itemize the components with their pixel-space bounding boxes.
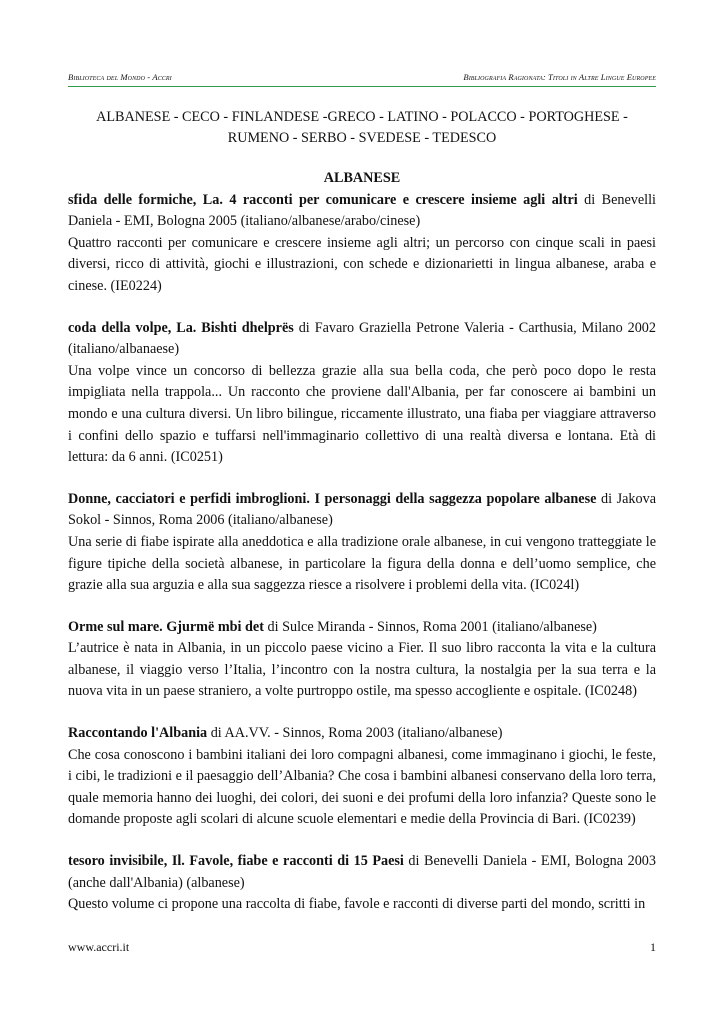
- entry-meta: di Favaro Graziella Petrone Valeria - Carthusia, Milano 2002 (italiano/albanaese): [68, 319, 656, 358]
- running-header: [68, 72, 656, 82]
- bibliography-entry: [68, 489, 656, 597]
- entry-description: Che cosa conoscono i bambini italiani dei loro compagni albanesi, come immaginano i giochi, le feste, i cibi, le tradizioni e il paesaggio dell’Albania? Che cosa i bambini albanesi conservano della loro terra, quale memoria hanno dei luoghi, dei colori, dei suoni e dei profumi della loro infanzia? Queste sono le domande proposte agli scolari di alcune scuole elementari e medie della Provincia di Bari. (IC0239): [68, 746, 656, 828]
- entry-description: L’autrice è nata in Albania, in un piccolo paese vicino a Fier. Il suo libro racconta la vita e la cultura albanese, il viaggio verso l’Italia, l’incontro con la nostra cultura, la nostalgia per la sua terra e la nuova vita in un paese straniero, a volte purtroppo ostile, ma spesso accogliente e ospitale. (IC0248): [68, 640, 656, 700]
- entry-title: tesoro invisibile, Il. Favole, fiabe e racconti di 15 Paesi: [68, 853, 404, 870]
- header-left-text: Biblioteca del Mondo - Accri: [68, 72, 172, 82]
- footer-url: www.accri.it: [68, 940, 130, 954]
- page-number: 1: [650, 940, 656, 954]
- entry-title: Raccontando l'Albania: [68, 725, 208, 742]
- page-footer: [68, 940, 656, 955]
- entry-meta: di Benevelli Daniela - EMI, Bologna 2003 (anche dall'Albania) (albanese): [68, 853, 656, 891]
- bibliography-entry: [68, 617, 656, 703]
- entry-meta: di AA.VV. - Sinnos, Roma 2003 (italiano/albanese): [207, 725, 503, 742]
- entry-title: Donne, cacciatori e perfidi imbroglioni. I personaggi della saggezza popolare albanese: [68, 490, 597, 507]
- entry-meta: di Benevelli Daniela - EMI, Bologna 2005 (italiano/albanese/arabo/cinese): [68, 191, 656, 230]
- languages-line-2: RUMENO - SERBO - SVEDESE - TEDESCO: [227, 130, 497, 146]
- bibliography-entry: [68, 318, 656, 469]
- entry-description: Una serie di fiabe ispirate alla aneddotica e alla tradizione orale albanese, in cui vengono tratteggiate le figure tipiche della società albanese, in particolare la figura della donna e dell’uomo semplice, che grazie alla sua arguzia e alla sua saggezza riesce a risolvere i problemi della vita. (IC024l): [68, 533, 656, 594]
- entry-description: Quattro racconti per comunicare e crescere insieme agli altri; un percorso con cinque scali in paesi diversi, ricco di attività, giochi e illustrazioni, con schede e dizionarietti in lingua albanese, araba e cinese. (IE0224): [68, 234, 656, 294]
- document-body: [68, 168, 656, 936]
- bibliography-entry: [68, 723, 656, 831]
- entry-description: Questo volume ci propone una raccolta di fiabe, favole e racconti di diverse parti del mondo, scritti in: [68, 896, 646, 913]
- languages-line-1: ALBANESE - CECO - FINLANDESE -GRECO - LATINO - POLACCO - PORTOGHESE -: [96, 109, 628, 125]
- entry-description: Una volpe vince un concorso di bellezza grazie alla sua bella coda, che però poco dopo le resta impigliata nella trappola... Un racconto che proviene dall'Albania, per far conoscere ai bambini un mondo e una cultura diversi. Un libro bilingue, riccamente illustrato, una fiaba per viaggiare attraverso i confini dello spazio e tuffarsi nell'immaginario collettivo di una realtà diversa e lontana. Età di lettura: da 6 anni. (IC0251): [68, 362, 656, 466]
- entry-title: sfida delle formiche, La. 4 racconti per comunicare e crescere insieme agli altri: [68, 191, 578, 208]
- header-right-text: Bibliografia Ragionata: Titoli in Altre Lingue Europee: [463, 72, 656, 82]
- entry-title: coda della volpe, La. Bishti dhelprës: [68, 319, 294, 336]
- section-title: ALBANESE: [323, 170, 401, 186]
- bibliography-entry: [68, 851, 656, 916]
- entry-title: Orme sul mare. Gjurmë mbi det: [68, 618, 264, 635]
- entry-meta: di Sulce Miranda - Sinnos, Roma 2001 (italiano/albanese): [263, 618, 597, 635]
- entry-meta: di Jakova Sokol - Sinnos, Roma 2006 (italiano/albanese): [68, 490, 656, 529]
- bibliography-entry: [68, 190, 656, 298]
- languages-heading: [68, 107, 656, 149]
- header-divider: [68, 86, 656, 87]
